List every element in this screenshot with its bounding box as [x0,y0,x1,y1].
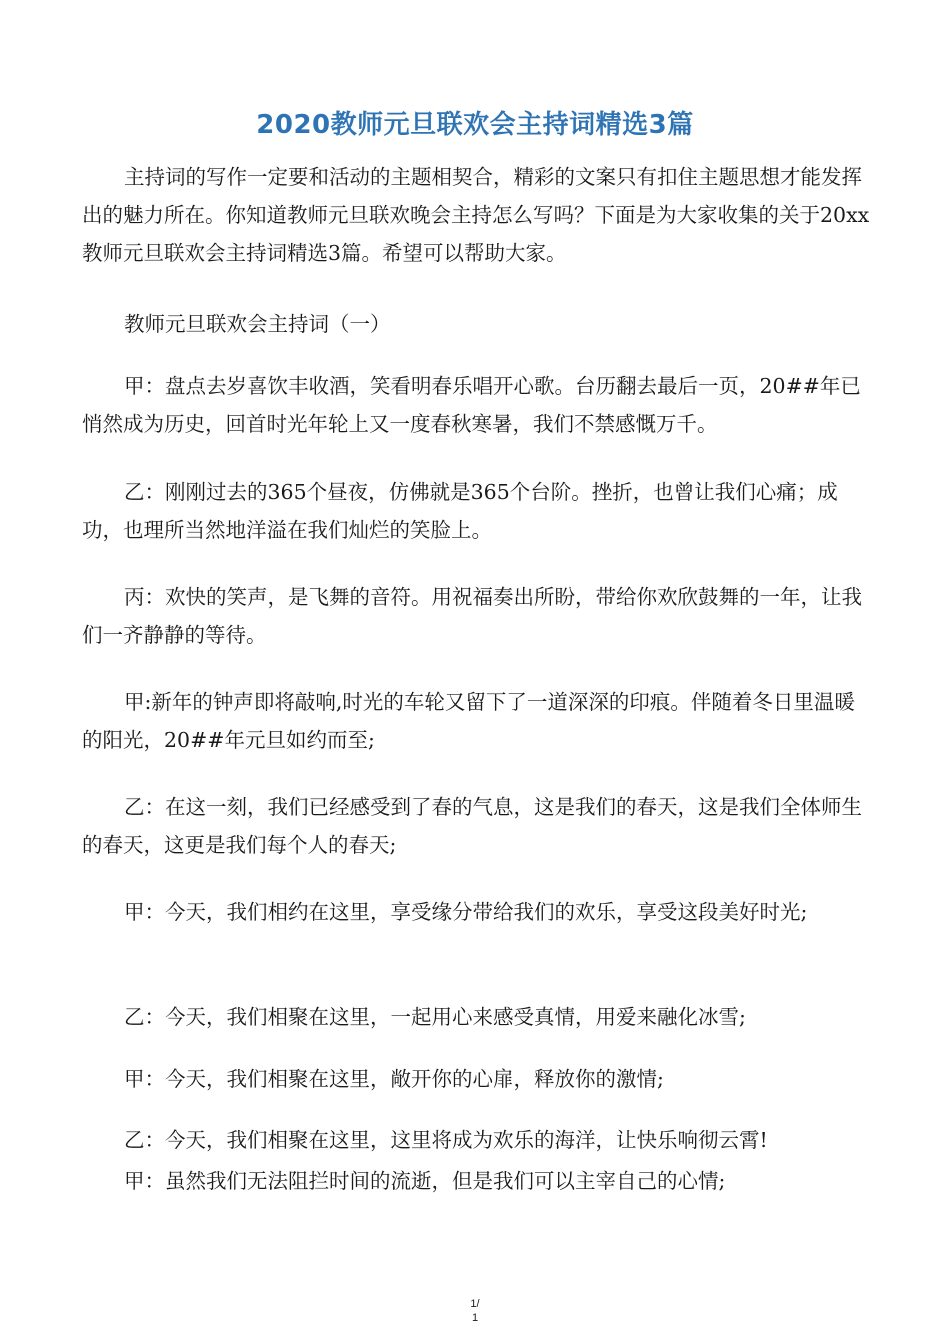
dialogue-paragraph: 丙：欢快的笑声，是飞舞的音符。用祝福奏出所盼，带给你欢欣鼓舞的一年，让我们一齐静静的等待。 [82,585,862,647]
section-heading: 教师元旦联欢会主持词（一） [124,312,391,336]
dialogue-paragraph: 甲:新年的钟声即将敲响,时光的车轮又留下了一道深深的印痕。伴随着冬日里温暖的阳光，20##年元旦如约而至; [82,690,855,752]
dialogue-paragraph: 甲：今天，我们相聚在这里，敞开你的心扉，释放你的激情; [124,1067,664,1091]
dialogue-paragraph: 甲：今天，我们相约在这里，享受缘分带给我们的欢乐，享受这段美好时光; [124,900,808,924]
dialogue-paragraph: 乙：今天，我们相聚在这里，这里将成为欢乐的海洋，让快乐响彻云霄! [124,1128,768,1152]
dialogue-paragraph: 乙：刚刚过去的365个昼夜，仿佛就是365个台阶。挫折，也曾让我们心痛；成功，也理所当然地洋溢在我们灿烂的笑脸上。 [82,480,838,542]
page-number-line-2: 1 [471,1312,479,1324]
page-number-line-1: 1/ [470,1298,480,1310]
dialogue-paragraph: 甲：虽然我们无法阻拦时间的流逝，但是我们可以主宰自己的心情; [124,1169,726,1193]
document-title: 2020教师元旦联欢会主持词精选3篇 [256,110,694,140]
intro-paragraph: 主持词的写作一定要和活动的主题相契合，精彩的文案只有扣住主题思想才能发挥出的魅力所在。你知道教师元旦联欢晚会主持怎么写吗？下面是为大家收集的关于20xx教师元旦联欢会主持词精选3篇。希望可以帮助大家。 [82,165,870,265]
dialogue-paragraph: 乙：今天，我们相聚在这里，一起用心来感受真情，用爱来融化冰雪; [124,1005,746,1029]
dialogue-paragraph: 甲：盘点去岁喜饮丰收酒，笑看明春乐唱开心歌。台历翻去最后一页，20##年已悄然成为历史，回首时光年轮上又一度春秋寒暑，我们不禁感慨万千。 [82,374,861,436]
dialogue-paragraph: 乙：在这一刻，我们已经感受到了春的气息，这是我们的春天，这是我们全体师生的春天，这更是我们每个人的春天; [82,795,862,857]
page-number [0,1297,950,1325]
